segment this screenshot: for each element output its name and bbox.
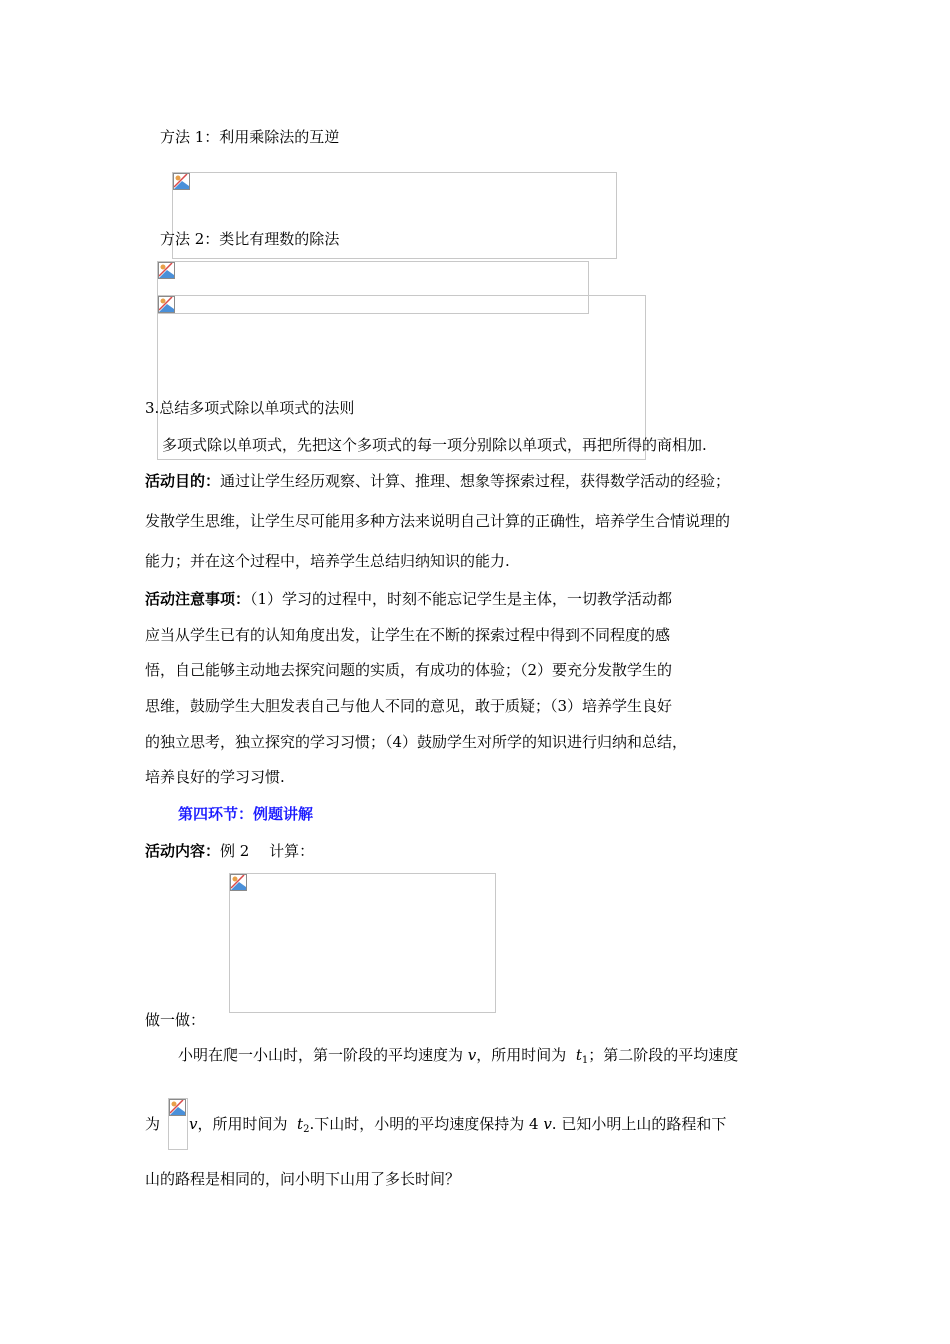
notes-line-2: 应当从学生已有的认知角度出发，让学生在不断的探索过程中得到不同程度的感 (145, 626, 671, 644)
var-t: t (297, 1115, 304, 1133)
var-v: v (543, 1115, 552, 1133)
broken-image-icon (169, 1099, 186, 1116)
problem-line-3: 山的路程是相同的，问小明下山用了多长时间？ (145, 1170, 461, 1188)
method-2: 方法 2：类比有理数的除法 (160, 230, 340, 248)
notes-line-3: 悟，自己能够主动地去探究问题的实质，有成功的体验；（2）要充分发散学生的 (145, 661, 673, 679)
problem-text: . 已知小明上山的路程和下 (551, 1115, 727, 1133)
notes-line-6: 培养良好的学习习惯. (145, 768, 285, 786)
purpose-line-2: 发散学生思维，让学生尽可能用多种方法来说明自己计算的正确性，培养学生合情说理的 (145, 512, 731, 530)
try-label: 做一做： (145, 1011, 206, 1029)
subscript-1: 1 (581, 1055, 589, 1066)
purpose-line-1 (145, 471, 730, 491)
problem-text: 小明在爬一小山时，第一阶段的平均速度为 (178, 1046, 468, 1064)
purpose-line-3: 能力；并在这个过程中，培养学生总结归纳知识的能力. (145, 552, 510, 570)
content-line (145, 841, 314, 861)
problem-text: ；第二阶段的平均速度 (588, 1046, 739, 1064)
problem-line-1 (178, 1045, 738, 1071)
notes-text: （1）学习的过程中，时刻不能忘记学生是主体，一切教学活动都 (250, 590, 673, 608)
broken-image-icon (230, 874, 247, 891)
rule-text: 多项式除以单项式，先把这个多项式的每一项分别除以单项式，再把所得的商相加. (162, 436, 707, 454)
section-heading: 第四环节：例题讲解 (178, 805, 314, 823)
broken-image-icon (158, 262, 175, 279)
notes-line-5: 的独立思考，独立探究的学习习惯；（4）鼓励学生对所学的知识进行归纳和总结， (145, 733, 688, 751)
purpose-label: 活动目的： (145, 472, 221, 490)
broken-image-icon (158, 296, 175, 313)
example-image-frame (229, 873, 496, 1013)
var-t: t (575, 1046, 582, 1064)
notes-line-4: 思维，鼓励学生大胆发表自己与他人不同的意见，敢于质疑；（3）培养学生良好 (145, 697, 673, 715)
notes-line-1 (145, 589, 672, 609)
subscript-2: 2 (303, 1124, 310, 1135)
notes-label: 活动注意事项： (145, 590, 251, 608)
problem-line-2-start: 为 (145, 1115, 161, 1133)
problem-text: ，所用时间为 (476, 1046, 572, 1064)
problem-line-2 (189, 1114, 726, 1140)
var-v: v (467, 1046, 477, 1064)
content-label: 活动内容： (145, 842, 221, 860)
var-v: v (189, 1115, 198, 1133)
purpose-text: 通过让学生经历观察、计算、推理、想象等探索过程，获得数学活动的经验； (220, 472, 731, 490)
content-text: 例 2 计算： (220, 842, 315, 860)
method-1: 方法 1：利用乘除法的互逆 (160, 128, 340, 146)
problem-text: .下山时，小明的平均速度保持为 4 (309, 1115, 544, 1133)
rule-title: 3.总结多项式除以单项式的法则 (145, 399, 355, 417)
problem-text: ，所用时间为 (197, 1115, 293, 1133)
broken-image-icon (173, 173, 190, 190)
